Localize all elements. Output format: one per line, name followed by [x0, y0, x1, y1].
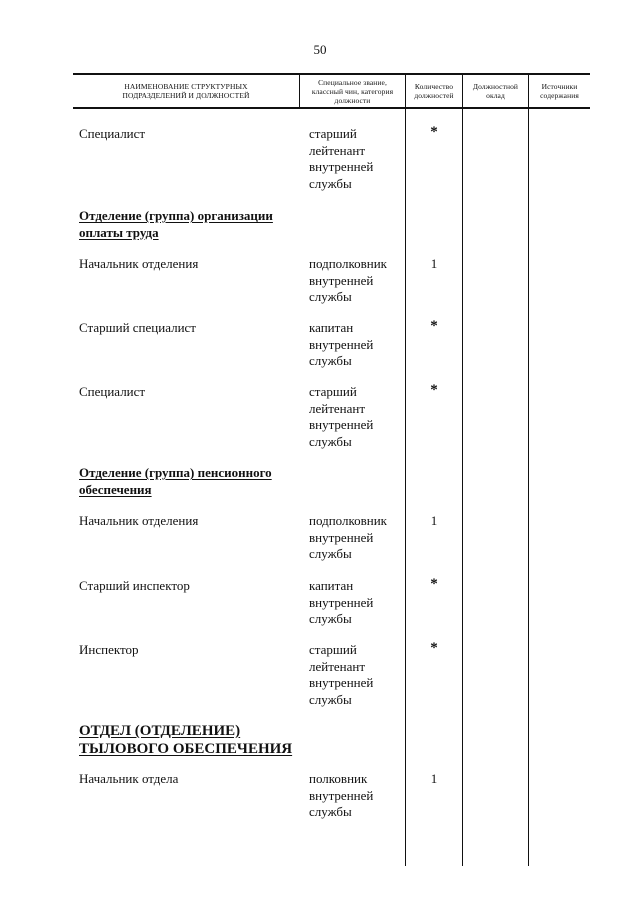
- position-rank: капитан внутренней службы: [309, 578, 374, 626]
- position-rank: подполковник внутренней службы: [309, 513, 387, 561]
- header-name: НАИМЕНОВАНИЕ СТРУКТУРНЫХ ПОДРАЗДЕЛЕНИЙ И ДОЛЖНОСТЕЙ: [122, 82, 250, 100]
- position-quantity: 1: [430, 771, 438, 786]
- position-name: Инспектор: [79, 642, 139, 657]
- position-quantity: *: [430, 124, 438, 140]
- header-rank: Специальное звание, классный чин, категория должности: [311, 77, 394, 105]
- position-rank: старший лейтенант внутренней службы: [309, 126, 374, 191]
- section-title: Отделение (группа) пенсионного обеспечения: [79, 465, 272, 497]
- position-quantity: *: [430, 576, 438, 592]
- position-name: Начальник отделения: [79, 256, 199, 271]
- position-quantity: *: [430, 640, 438, 656]
- position-name: Начальник отдела: [79, 771, 179, 786]
- position-name: Специалист: [79, 384, 146, 399]
- column-divider: [405, 74, 406, 866]
- position-name: Старший специалист: [79, 320, 196, 335]
- table-top-rule: [73, 73, 590, 75]
- position-quantity: 1: [430, 256, 438, 271]
- department-title: ОТДЕЛ (ОТДЕЛЕНИЕ) ТЫЛОВОГО ОБЕСПЕЧЕНИЯ: [79, 723, 293, 757]
- header-quantity: Количество должностей: [414, 82, 454, 100]
- position-quantity: 1: [430, 513, 438, 528]
- position-rank: старший лейтенант внутренней службы: [309, 642, 374, 707]
- column-divider: [528, 74, 529, 866]
- position-quantity: *: [430, 318, 438, 334]
- position-name: Специалист: [79, 126, 146, 141]
- column-divider: [462, 74, 463, 866]
- header-salary: Должностной оклад: [472, 82, 519, 100]
- position-rank: старший лейтенант внутренней службы: [309, 384, 374, 449]
- position-quantity: *: [430, 382, 438, 398]
- header-source: Источники содержания: [540, 82, 579, 100]
- position-name: Начальник отделения: [79, 513, 199, 528]
- position-rank: капитан внутренней службы: [309, 320, 374, 368]
- section-title: Отделение (группа) организации оплаты труда: [79, 208, 273, 240]
- page-number: 50: [313, 42, 327, 57]
- position-rank: полковник внутренней службы: [309, 771, 374, 819]
- position-rank: подполковник внутренней службы: [309, 256, 387, 304]
- position-name: Старший инспектор: [79, 578, 190, 593]
- table-header-rule: [73, 107, 590, 109]
